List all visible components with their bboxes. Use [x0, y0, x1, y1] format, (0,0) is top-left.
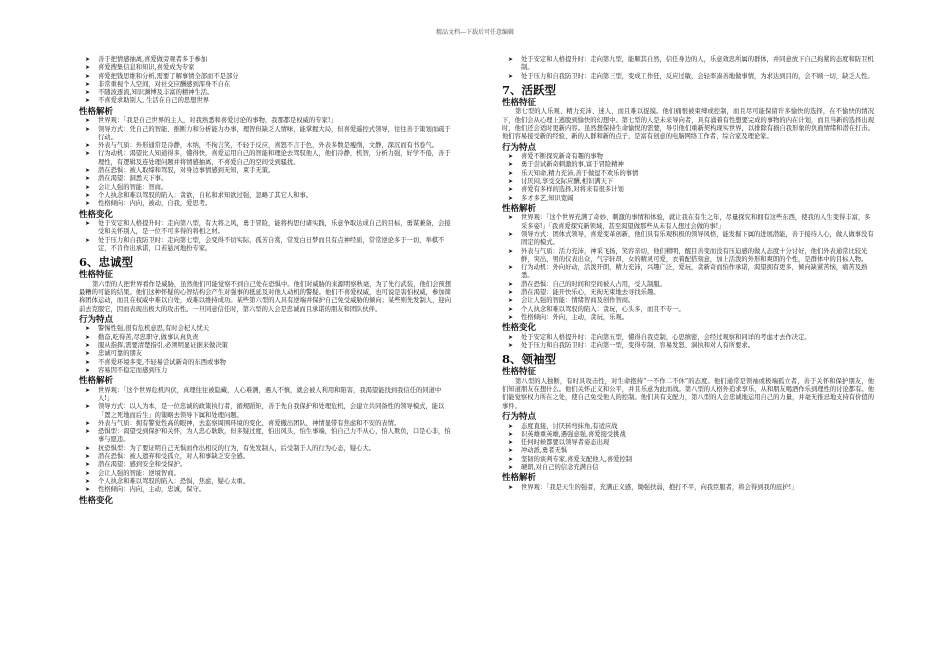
- bullet-arrow-icon: ➤: [508, 177, 514, 185]
- list-item-text: 任何时候都要以领导者姿态出现: [521, 439, 610, 447]
- list-item-text: 世界观：「这个世界危机四伏，真理往往被隐藏，人心难测，遇人不慎，就会被人利用和陷害，我渴望能找到我信任的同道中人!」: [98, 386, 442, 402]
- list-item-text: 潜在恐惧：被人遗弃和受孤立，对人和事缺乏安全感。: [98, 453, 250, 461]
- list-item-text: 处于安定和人格提升时：走向第九型，能顺其自然，信任身边的人，乐意效忠所属的群体，并同意放下自己拘紧的态度和防卫机制。: [521, 56, 874, 72]
- bullet-arrow-icon: ➤: [85, 150, 91, 158]
- bullet-arrow-icon: ➤: [85, 175, 91, 183]
- bullet-arrow-icon: ➤: [85, 477, 91, 485]
- bullet-arrow-icon: ➤: [85, 444, 91, 452]
- bullet-arrow-icon: ➤: [508, 430, 514, 438]
- type5-change-list: [79, 220, 451, 253]
- list-item-text: 冲动派,勇者无惧: [521, 447, 568, 455]
- type5-analysis-list: [79, 117, 451, 208]
- list-item: [79, 97, 451, 105]
- list-item: [502, 264, 874, 281]
- list-item: [79, 428, 451, 445]
- list-item-text: 处于安定和人格提升时：走向第八型，有大将之风，勇于冒险，能将构思付诸实践，乐意争取达成自己的目标，勇谋兼备，会接受和关怀别人，是一位不可多得的将相之材。: [98, 220, 451, 236]
- bullet-arrow-icon: ➤: [85, 461, 91, 469]
- list-item-text: 外表与气质：拥有警觉性高的眼神，去监察周围环境的变化，喜爱撤出团队，神情显带有焦虑和不安的表情。: [98, 419, 401, 427]
- list-item: [502, 334, 874, 342]
- list-item-text: 喜爱把钱思维和分析,需要了解事情全部而不是部分: [98, 72, 239, 80]
- bullet-arrow-icon: ➤: [85, 183, 91, 191]
- bullet-arrow-icon: ➤: [508, 333, 514, 341]
- list-item-text: 领导方式：凭自己的智能、推断力和分析能力办事，理智但缺乏人情味，能掌握大局，但喜爱遥控式领导，往往善于策划而疏于行动。: [98, 125, 451, 141]
- list-item-text: 恐惧型：渴望受到保护和关怀，为人忠心耿耿，但多疑过度，怕出风头，怕生事端，怕自己力不从心，怕人欺负，口是心非，怕事与愿违。: [98, 428, 451, 444]
- type6-analysis-heading: 性格解析: [79, 376, 114, 387]
- list-item: [79, 461, 451, 469]
- list-item: [79, 184, 451, 192]
- list-item: [502, 456, 874, 464]
- list-item: [502, 447, 874, 455]
- list-item-text: 忠诚可靠的朋友: [98, 350, 143, 358]
- type6-trait-paragraph: 第六型的人把世界看作是威胁，虽然他们可能觉察不到自己处在恐惧中。他们对威胁的来源明察秋毫，为了先行武装，他们会预想最糟的可能的结果。他们这种怀疑的心智结构会产生对强事的抵延及对他人动机的警疑。他们不喜爱权威，也可说是害怕权威，参加简称团体运动，而且在权威中难以自处，成难以维持成功。某些第六型的人具有逆端并保护自己免受威胁的倾向；某些则先发制人，迎向前去克服它，因而表现出极大的攻击性。一旦同意信任时，第六型的人会是忠诚而且承诺的朋友和团队伙伴。: [79, 280, 451, 313]
- list-item-text: 不随波逐流,知识渊博及丰富的精神生活。: [98, 89, 214, 97]
- list-item-text: 坚韧的谈判专家,喜爱支配他人,喜爱控制: [521, 455, 633, 463]
- list-item-text: 会让人强的智能：情绪智商及创作智商。: [521, 297, 635, 305]
- bullet-arrow-icon: ➤: [85, 419, 91, 427]
- list-item: [502, 195, 874, 203]
- list-item-text: 处于压力和自我防卫时：走向第一型，变得专制、容易发怒、洞执和对人有所要求。: [521, 342, 754, 350]
- list-item: [502, 186, 874, 194]
- bullet-arrow-icon: ➤: [85, 142, 91, 150]
- list-item-text: 处于压力和自我防卫时：走向第七型，会变得不切实际，孤芳自赏，常发白日梦而且有点神经质，常常逆论多于一切，举棋不定，不肯作出承诺，口若悬河地扮专家。: [98, 236, 445, 252]
- type6-analysis-list: [79, 387, 451, 495]
- type7-analysis-heading: 性格解析: [502, 203, 537, 214]
- list-item: [502, 73, 874, 81]
- bullet-arrow-icon: ➤: [508, 169, 514, 177]
- list-item-text: 讨厌闷,享受交际应酬,相识满天下: [521, 177, 614, 185]
- bullet-arrow-icon: ➤: [85, 220, 91, 228]
- bullet-arrow-icon: ➤: [508, 56, 514, 63]
- type7-action-heading: 行为特点: [502, 142, 537, 153]
- list-item-text: 勤奋,吃得苦,尽忠职守,做事认真负责: [98, 333, 199, 341]
- list-item-text: 潜在渴望：洞悉天下事。: [98, 175, 168, 183]
- list-item-text: 处于压力和自我防卫时：走向第三型，变成工作狂，反应过敏，会轻率凑善地做事情，为求达到目的，会不顾一切，缺乏人性。: [521, 72, 874, 80]
- type6-action-list: [79, 325, 451, 375]
- bullet-arrow-icon: ➤: [85, 333, 91, 341]
- bullet-arrow-icon: ➤: [85, 191, 91, 199]
- bullet-arrow-icon: ➤: [85, 97, 91, 105]
- list-item-text: 潜在渴望：能开快乐心，无拘无束地去寻找乐趣。: [521, 289, 660, 297]
- list-item-text: 潜在渴望：感到安全和受保护。: [98, 461, 187, 469]
- bullet-arrow-icon: ➤: [85, 56, 91, 63]
- list-item: [79, 117, 451, 125]
- list-item: [79, 81, 451, 89]
- list-item-text: 世界观：「我是自己世界的主人，对我熟悉和喜爱讨论的事物，我那都是权威的专家!」: [98, 117, 337, 125]
- bullet-arrow-icon: ➤: [85, 117, 91, 125]
- list-item: [502, 297, 874, 305]
- list-item-text: 勇于尝试新奇刺激的事,富于冒险精神: [521, 161, 624, 169]
- bullet-arrow-icon: ➤: [85, 350, 91, 358]
- type8-trait-heading: 性格特征: [502, 367, 537, 378]
- list-item: [79, 175, 451, 183]
- list-item-text: 潜在恐惧：自己的时间和空间被人占用，受人制服。: [521, 280, 666, 288]
- list-item-text: 善于把情感抽离,喜爱做旁观者多于参加: [98, 56, 208, 63]
- type7-trait-heading: 性格特征: [502, 97, 537, 108]
- bullet-arrow-icon: ➤: [85, 125, 91, 133]
- list-item-text: 非常重视个人空间，对社交应酬感到浑身不自在: [98, 80, 231, 88]
- bullet-arrow-icon: ➤: [85, 366, 91, 374]
- list-item-text: 个人执念和难以驾驭的陷入：贪玩，心头多，而且不专一。: [521, 305, 685, 313]
- list-item: [502, 423, 874, 431]
- type7-title: 7、活跃型: [502, 82, 557, 97]
- bullet-arrow-icon: ➤: [85, 89, 91, 97]
- list-item-text: 抗恐惧型：为了要证明自己无惧而作出相反的行为，有先发制人，后受制于人的行为心态，疑心大。: [98, 444, 376, 452]
- list-item-text: 性格倾向：内向，被动，自我，爱思考。: [98, 200, 212, 208]
- list-item-text: 领导方式：以人为本，是一位忠诚的政策执行者，循规蹈矩，善于先自我保护和处理危机，会建立共同备性的领导模式，能以「置之死地而后生」的策略去领导下属和处理问题。: [98, 403, 445, 419]
- bullet-arrow-icon: ➤: [85, 469, 91, 477]
- list-item-text: 乐天知命,精力充沛,善于做逗不欢乐的事情: [521, 169, 639, 177]
- page-header: 精品文档---下载后可任意编辑: [435, 29, 515, 36]
- list-item-text: 个人执念和难以驾驭的陷入：恐惧，焦虑，疑心太重。: [98, 477, 250, 485]
- list-item-text: 不喜爱环境多变,不轻易尝试新奇的东西或事物: [98, 358, 226, 366]
- list-item-text: 喜爱有多样的选择,对将来有很多计划: [521, 186, 624, 194]
- bullet-arrow-icon: ➤: [508, 161, 514, 169]
- list-item: [79, 192, 451, 200]
- bullet-arrow-icon: ➤: [508, 447, 514, 455]
- bullet-arrow-icon: ➤: [85, 236, 91, 244]
- type6-action-heading: 行为特点: [79, 314, 114, 325]
- list-item: [79, 200, 451, 208]
- bullet-arrow-icon: ➤: [85, 486, 91, 494]
- bullet-arrow-icon: ➤: [508, 297, 514, 305]
- bullet-arrow-icon: ➤: [508, 342, 514, 350]
- bullet-arrow-icon: ➤: [85, 200, 91, 208]
- list-item: [79, 387, 451, 404]
- bullet-arrow-icon: ➤: [85, 342, 91, 350]
- list-item: [502, 484, 874, 492]
- type7-action-list: [502, 153, 874, 203]
- list-item-text: 个人执念和难以驾驭的陷入：贪欲，自私和求知欲过强，忽略了其它人和事。: [98, 191, 313, 199]
- bullet-arrow-icon: ➤: [508, 214, 514, 222]
- list-item-text: 识英雄重英雄,遇强意强,喜爱接受挑战: [521, 430, 626, 438]
- list-item-text: 性格倾向：外向，主动，贪玩，乐观。: [521, 313, 629, 321]
- list-item-text: 行为动机：渴望比人知道得多，懂得快，喜爱运用自己的智能和理论去驾驭他人，他们冷静，机智，分析力强，好学不倦，善于理性，有逻辑及连处理问题并将情感抽离，不喜爱自己的空间受到骚扰。: [98, 150, 451, 166]
- type5-action-list: [79, 56, 451, 106]
- right-column: [502, 56, 874, 492]
- bullet-arrow-icon: ➤: [85, 80, 91, 88]
- type8-analysis-list: [502, 484, 874, 492]
- list-item: [79, 359, 451, 367]
- list-item: [502, 248, 874, 265]
- bullet-arrow-icon: ➤: [508, 247, 514, 255]
- bullet-arrow-icon: ➤: [508, 483, 514, 491]
- bullet-arrow-icon: ➤: [508, 313, 514, 321]
- bullet-arrow-icon: ➤: [508, 264, 514, 272]
- list-item-text: 外表与气质：活力充沛，神采飞扬，笑容亲切，他们精明，醒目善变而没有压迫感的做人态度十分讨好，他们外表通常比较光鲜，突出，男的仪表出众，气宇轩昂，女的精灵可爱，衣着配搭刻意，加上活泼的外形和爽朗的个性，是群体中的目标人物。: [521, 247, 868, 263]
- list-item: [79, 237, 451, 254]
- list-item-text: 不喜爱求助别人, 生活在自己的思想世界: [98, 97, 210, 105]
- list-item: [79, 334, 451, 342]
- list-item-text: 处于安定和人格提升时：走向第五型，懂得自我克制，心思缜密，会经过观察和同详的考虑才去作决定。: [521, 333, 811, 341]
- bullet-arrow-icon: ➤: [508, 439, 514, 447]
- bullet-arrow-icon: ➤: [85, 428, 91, 436]
- list-item: [502, 161, 874, 169]
- list-item: [79, 325, 451, 333]
- type8-action-heading: 行为特点: [502, 412, 537, 422]
- bullet-arrow-icon: ➤: [85, 453, 91, 461]
- type6-change-list: [502, 56, 874, 81]
- list-item-text: 喜爱不断探究新奇有趣的事物: [521, 153, 603, 161]
- type7-analysis-list: [502, 214, 874, 322]
- bullet-arrow-icon: ➤: [508, 230, 514, 238]
- type8-action-list: [502, 423, 874, 473]
- list-item: [502, 214, 874, 231]
- list-item: [502, 314, 874, 322]
- bullet-arrow-icon: ➤: [508, 305, 514, 313]
- list-item-text: 世界观：「我是天生的强者，充满正义感，锄强扶弱，抱打不平，向我臣服者，将会得到我的庇护!」: [521, 483, 798, 491]
- type7-change-list: [502, 334, 874, 351]
- bullet-arrow-icon: ➤: [508, 289, 514, 297]
- bullet-arrow-icon: ➤: [508, 72, 514, 80]
- type8-title: 8、领袖型: [502, 352, 557, 367]
- bullet-arrow-icon: ➤: [85, 167, 91, 175]
- list-item: [79, 486, 451, 494]
- list-item-text: 外表与气质：外形通常是冷静，木纳，不拘言笑，不轻于反应，喜怒不言于色，外表多数是瘦削，文静，深沉而有书卷气。: [98, 142, 439, 150]
- bullet-arrow-icon: ➤: [85, 403, 91, 411]
- list-item-text: 多才多艺,知识宽阔: [521, 194, 574, 202]
- type7-change-heading: 性格变化: [502, 323, 537, 334]
- bullet-arrow-icon: ➤: [508, 194, 514, 202]
- type5-analysis-heading: 性格解析: [79, 106, 114, 117]
- list-item-text: 容易因不稳定而感到压力: [98, 366, 168, 374]
- type6-title: 6、忠诚型: [79, 255, 134, 270]
- list-item-text: 态度直接，讨厌转弯抹角,有适应战: [521, 422, 618, 430]
- list-item-text: 警惕性强,很有危机意思,有时会杞人忧天: [98, 325, 210, 333]
- list-item: [79, 64, 451, 72]
- list-item: [79, 470, 451, 478]
- list-item-text: 性格倾向：内向，主动，忠诚，保守。: [98, 486, 206, 494]
- bullet-arrow-icon: ➤: [508, 422, 514, 430]
- bullet-arrow-icon: ➤: [508, 280, 514, 288]
- bullet-arrow-icon: ➤: [85, 358, 91, 366]
- list-item: [79, 126, 451, 143]
- list-item: [502, 231, 874, 248]
- list-item: [79, 150, 451, 167]
- list-item: [502, 56, 874, 73]
- list-item-text: 领导方式：团体式领导，喜爱变革创新，他们具有乐观积极的领导风格，能发掘下属的进展潜能，善于接待人心，做人做事没有固定的模式。: [521, 230, 874, 247]
- list-item-text: 会让人强的智能：逆境智商。: [98, 469, 180, 477]
- list-item: [79, 350, 451, 358]
- list-item: [79, 367, 451, 375]
- list-item-text: 硬朗,对自己的信念充满自信: [521, 463, 599, 471]
- bullet-arrow-icon: ➤: [508, 186, 514, 194]
- left-column: [79, 56, 451, 506]
- list-item-text: 会让人强的智能：智商。: [98, 183, 168, 191]
- bullet-arrow-icon: ➤: [85, 64, 91, 72]
- list-item: [79, 420, 451, 428]
- list-item: [502, 342, 874, 350]
- list-item: [502, 464, 874, 472]
- bullet-arrow-icon: ➤: [85, 72, 91, 80]
- type6-trait-heading: 性格特征: [79, 270, 114, 281]
- list-item: [79, 73, 451, 81]
- type5-change-heading: 性格变化: [79, 209, 114, 220]
- bullet-arrow-icon: ➤: [508, 153, 514, 161]
- list-item: [502, 170, 874, 178]
- list-item: [79, 403, 451, 420]
- list-item: [502, 281, 874, 289]
- bullet-arrow-icon: ➤: [85, 325, 91, 333]
- type8-trait-paragraph: 第八型的人独断，有时具攻击性，对生命抱持“一不作二不休”的态度。他们通常是领袖或极端孤立者，善于关怀和保护朋友，他们知道朋友在想什么。他们关怀正义和公平，并且乐意为此而战。第八型的人格外追求享乐，从和朋友喝酒作乐到理性的讨论都有。他们能觉察权力所在之处，使自己免受他人的控制。他们具有支配力，第八型的人会忠诚地运用自己的力量，并毫无推忌地支持有价值的事件。: [502, 377, 874, 410]
- list-item-text: 行为动机：外向好动，活泼开朗，精力充沛，兴趣广泛，爱玩，贪新奇而怕作承诺，渴望拥有更多，倾向缺紧苦恼，痛苦及熟悉。: [521, 264, 868, 280]
- list-item-text: 潜在恐惧：被人取缔和驾驭，对身边事情感到无知，束手无策。: [98, 167, 275, 175]
- bullet-arrow-icon: ➤: [508, 463, 514, 471]
- bullet-arrow-icon: ➤: [508, 455, 514, 463]
- list-item: [79, 220, 451, 237]
- type7-trait-paragraph: 第七型的人乐观、精力充沛、迷人，而且难以捉摸。他们痛恨被束缚或控制，而且尽可能保留许多愉快的选择，在不愉快的情况下，他们会从心理上逃脱到愉快的幻想中。第七型的人是未来导向者，具有涌着有性想要完成的事物的内在计划，而且当新的选择出现时，他们还会适时更新内容。虽然想保持生命愉悦的需要，导引他们重新契构现实世界，以排除有损自我形象的负面情绪和潜在打击。他们容易接受新的经验、新的人群和新的点子，是富有创意的电脑网络工作者、综合家及理论家。: [502, 108, 874, 141]
- list-item-text: 世界观：「这个世界充满了奇妙、刺激的事情和体验，就让我在有生之年，尽量探究和拥有这些东西，使我的人生变得丰富，多采多姿!」「我喜爱探究新领域，甚至渴望做那些从未有人想过会做的事!」: [521, 214, 871, 230]
- type8-analysis-heading: 性格解析: [502, 473, 537, 484]
- type6-change-heading: 性格变化: [79, 495, 114, 506]
- list-item: [502, 431, 874, 439]
- list-item-text: 服从指挥,需要清楚指引,必须明显证据来做决策: [98, 342, 228, 350]
- list-item: [502, 306, 874, 314]
- bullet-arrow-icon: ➤: [85, 386, 91, 394]
- list-item-text: 喜爱搜集信息和知识,喜爱成为专家: [98, 64, 195, 72]
- list-item: [79, 445, 451, 453]
